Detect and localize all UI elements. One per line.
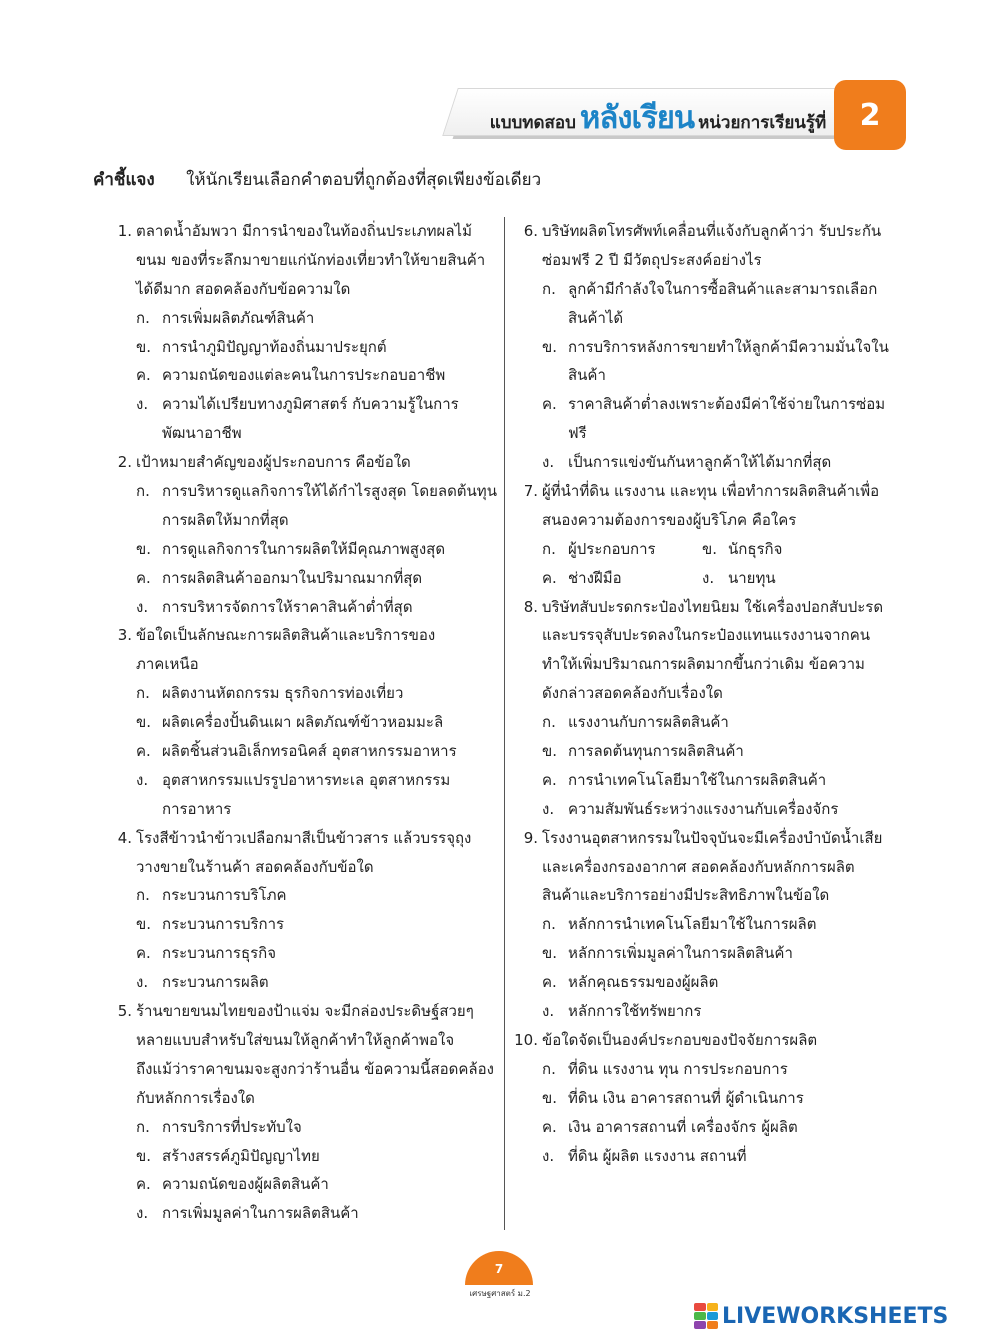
option bbox=[106, 477, 498, 506]
question-stem-continued bbox=[106, 1055, 498, 1084]
liveworksheets-logo bbox=[694, 1301, 948, 1331]
questions-left-column bbox=[106, 217, 498, 1228]
option-label: ข. bbox=[136, 713, 152, 732]
option-label: ง. bbox=[542, 799, 555, 818]
question-text: ดังกล่าวสอดคล้องกับเรื่องใด bbox=[542, 684, 723, 703]
option-text: การอาหาร bbox=[162, 799, 232, 818]
option bbox=[512, 1113, 907, 1142]
option bbox=[542, 564, 702, 593]
question-text: โรงงานอุตสาหกรรมในปัจจุบันจะมีเครื่องบำบัดน้ำเสีย bbox=[542, 828, 883, 847]
option-text: การนำเทคโนโลยีมาใช้ในการผลิตสินค้า bbox=[568, 770, 827, 789]
option-text: ความถนัดของแต่ละคนในการประกอบอาชีพ bbox=[162, 366, 446, 385]
question-text: สินค้าและบริการอย่างมีประสิทธิภาพในข้อใด bbox=[542, 886, 830, 905]
column-divider bbox=[504, 217, 505, 1230]
unit-number-badge: 2 bbox=[834, 80, 906, 150]
option-label: ข. bbox=[136, 337, 152, 356]
option-label: ค. bbox=[136, 1175, 151, 1194]
option-text: การผลิตให้มากที่สุด bbox=[162, 510, 289, 529]
option-text: การบริการหลังการขายทำให้ลูกค้ามีความมั่นใจใน bbox=[568, 337, 889, 356]
question-stem-continued bbox=[512, 650, 907, 679]
question-stem bbox=[106, 448, 498, 477]
option-text: การบริการที่ประทับใจ bbox=[162, 1117, 302, 1136]
option-text: หลักการใช้ทรัพยากร bbox=[568, 1002, 702, 1021]
question-stem bbox=[512, 217, 907, 246]
question-text: ทำให้เพิ่มปริมาณการผลิตมากขึ้นกว่าเดิม ข้อความ bbox=[542, 655, 865, 674]
question-stem bbox=[106, 217, 498, 246]
option-text: การบริหารจัดการให้ราคาสินค้าต่ำที่สุด bbox=[162, 597, 413, 616]
logo-square bbox=[707, 1303, 719, 1311]
question-number: 9. bbox=[523, 828, 538, 847]
option-label: ก. bbox=[542, 713, 556, 732]
logo-square bbox=[707, 1312, 719, 1320]
question-text: ตลาดน้ำอัมพวา มีการนำของในท้องถิ่นประเภทผลไม้ bbox=[136, 222, 472, 240]
option-text: ช่างฝีมือ bbox=[568, 568, 622, 587]
option-text: สร้างสรรค์ภูมิปัญญาไทย bbox=[162, 1146, 320, 1165]
option-label: ค. bbox=[542, 770, 557, 789]
question-text: สนองความต้องการของผู้บริโภค คือใคร bbox=[542, 510, 797, 529]
option-text: การผลิตสินค้าออกมาในปริมาณมากที่สุด bbox=[162, 568, 423, 587]
question-number: 7. bbox=[523, 482, 538, 501]
question-number: 6. bbox=[523, 222, 538, 240]
question-4 bbox=[106, 824, 498, 997]
option-indent bbox=[136, 419, 162, 448]
option bbox=[106, 564, 498, 593]
option bbox=[106, 1142, 498, 1171]
option bbox=[512, 708, 907, 737]
option-continued bbox=[512, 361, 907, 390]
option-text: การลดต้นทุนการผลิตสินค้า bbox=[568, 742, 744, 761]
option-label: ค. bbox=[542, 973, 557, 992]
option-indent bbox=[542, 304, 568, 333]
option-text: ลูกค้ามีกำลังใจในการซื้อสินค้าและสามารถเลือก bbox=[568, 279, 878, 298]
option-indent bbox=[136, 506, 162, 535]
option bbox=[512, 910, 907, 939]
option-text: การนำภูมิปัญญาท้องถิ่นมาประยุกต์ bbox=[162, 337, 387, 356]
option-text: ราคาสินค้าต่ำลงเพราะต้องมีค่าใช้จ่ายในการซ่อม bbox=[568, 395, 886, 414]
question-stem-continued bbox=[106, 1026, 498, 1055]
option bbox=[106, 361, 498, 390]
option-indent bbox=[542, 419, 568, 448]
question-stem bbox=[106, 621, 498, 650]
option bbox=[512, 997, 907, 1026]
option-label: ข. bbox=[702, 539, 718, 558]
option-label: ข. bbox=[136, 539, 152, 558]
option-text: การบริหารดูแลกิจการให้ได้กำไรสูงสุด โดยลดต้นทุน bbox=[162, 482, 497, 501]
option-label: ก. bbox=[136, 684, 150, 703]
option-text: ผลิตเครื่องปั้นดินเผา ผลิตภัณฑ์ข้าวหอมมะลิ bbox=[162, 713, 444, 732]
question-text: ผู้ที่นำที่ดิน แรงงาน และทุน เพื่อทำการผลิตสินค้าเพื่อ bbox=[542, 482, 880, 501]
question-text: ซ่อมฟรี 2 ปี มีวัตถุประสงค์อย่างไร bbox=[542, 250, 762, 269]
question-stem-continued bbox=[512, 881, 907, 910]
question-1 bbox=[106, 217, 498, 448]
questions-right-column bbox=[512, 217, 907, 1170]
question-6 bbox=[512, 217, 907, 477]
question-2 bbox=[106, 448, 498, 621]
option-text: เป็นการแข่งขันกันหาลูกค้าให้ได้มากที่สุด bbox=[568, 453, 832, 472]
option-indent bbox=[136, 795, 162, 824]
option-label: ค. bbox=[136, 568, 151, 587]
option-text: หลักการนำเทคโนโลยีมาใช้ในการผลิต bbox=[568, 915, 817, 934]
option bbox=[106, 910, 498, 939]
question-text: ขนม ของที่ระลึกมาขายแก่นักท่องเที่ยวทำให้ขายสินค้า bbox=[136, 250, 486, 269]
option-text: ผลิตงานหัตถกรรม ธุรกิจการท่องเที่ยว bbox=[162, 684, 404, 703]
option bbox=[106, 304, 498, 333]
option-label: ง. bbox=[702, 568, 715, 587]
option-text: ฟรี bbox=[568, 424, 587, 443]
question-text: โรงสีข้าวนำข้าวเปลือกมาสีเป็นข้าวสาร แล้วบรรจุถุง bbox=[136, 828, 472, 847]
question-text: ถึงแม้ว่าราคาขนมจะสูงกว่าร้านอื่น ข้อความนี้สอดคล้อง bbox=[136, 1059, 494, 1078]
option bbox=[106, 881, 498, 910]
option-label: ก. bbox=[542, 1059, 556, 1078]
question-stem bbox=[512, 1026, 907, 1055]
option-label: ก. bbox=[136, 308, 150, 327]
option-text: สินค้าได้ bbox=[568, 308, 624, 327]
option-text: กระบวนการธุรกิจ bbox=[162, 944, 277, 963]
option bbox=[106, 593, 498, 622]
option-text: เงิน อาคารสถานที่ เครื่องจักร ผู้ผลิต bbox=[568, 1117, 798, 1136]
option-text: อุตสาหกรรมแปรรูปอาหารทะเล อุตสาหกรรม bbox=[162, 770, 451, 789]
question-text: บริษัทผลิตโทรศัพท์เคลื่อนที่แจ้งกับลูกค้าว่า รับประกัน bbox=[542, 222, 882, 240]
question-text: บริษัทสับปะรดกระป๋องไทยนิยม ใช้เครื่องปอกสับปะรด bbox=[542, 597, 884, 616]
option-label: ก. bbox=[542, 915, 556, 934]
question-text: กับหลักการเรื่องใด bbox=[136, 1088, 255, 1107]
option-continued bbox=[512, 304, 907, 333]
question-text: ข้อใดเป็นลักษณะการผลิตสินค้าและบริการของ bbox=[136, 626, 436, 645]
option-label: ง. bbox=[542, 1002, 555, 1021]
option-label: ง. bbox=[542, 453, 555, 472]
question-5 bbox=[106, 997, 498, 1228]
option bbox=[512, 1055, 907, 1084]
instructions-text: ให้นักเรียนเลือกคำตอบที่ถูกต้องที่สุดเพียงข้อเดียว bbox=[186, 170, 542, 190]
option bbox=[106, 535, 498, 564]
instructions bbox=[93, 166, 541, 193]
option bbox=[512, 737, 907, 766]
option-label: ง. bbox=[136, 973, 149, 992]
question-stem-continued bbox=[512, 679, 907, 708]
option-text: ผู้ประกอบการ bbox=[568, 539, 656, 558]
option-label: ค. bbox=[542, 1117, 557, 1136]
option-label: ข. bbox=[136, 915, 152, 934]
option-label: ข. bbox=[542, 337, 558, 356]
option-label: ก. bbox=[136, 1117, 150, 1136]
question-text: ข้อใดจัดเป็นองค์ประกอบของปัจจัยการผลิต bbox=[542, 1030, 818, 1049]
question-text: และเครื่องกรองอากาศ สอดคล้องกับหลักการผลิต bbox=[542, 857, 855, 876]
option-text: นักธุรกิจ bbox=[728, 539, 783, 558]
option-text: ที่ดิน เงิน อาคารสถานที่ ผู้ดำเนินการ bbox=[568, 1088, 804, 1107]
option-label: ก. bbox=[136, 482, 150, 501]
option-text: ความถนัดของผู้ผลิตสินค้า bbox=[162, 1175, 329, 1194]
option-indent bbox=[542, 361, 568, 390]
option-label: ข. bbox=[542, 742, 558, 761]
logo-square bbox=[694, 1321, 706, 1329]
liveworksheets-brand: LIVEWORKSHEETS bbox=[722, 1303, 949, 1329]
option-text: กระบวนการบริโภค bbox=[162, 886, 287, 905]
option bbox=[512, 1084, 907, 1113]
option-pair bbox=[512, 535, 907, 564]
option-text: นายทุน bbox=[728, 568, 776, 587]
question-number: 8. bbox=[523, 597, 538, 616]
option-label: ค. bbox=[136, 944, 151, 963]
option bbox=[512, 448, 907, 477]
option-pair bbox=[512, 564, 907, 593]
option bbox=[106, 1113, 498, 1142]
question-stem bbox=[512, 824, 907, 853]
question-8 bbox=[512, 593, 907, 824]
question-number: 3. bbox=[117, 626, 132, 645]
question-stem-continued bbox=[512, 621, 907, 650]
question-3 bbox=[106, 621, 498, 823]
question-number: 2. bbox=[117, 453, 132, 472]
option bbox=[106, 333, 498, 362]
question-9 bbox=[512, 824, 907, 1026]
option-label: ข. bbox=[542, 944, 558, 963]
option-text: หลักคุณธรรมของผู้ผลิต bbox=[568, 973, 719, 992]
question-stem bbox=[512, 593, 907, 622]
option-text: การเพิ่มมูลค่าในการผลิตสินค้า bbox=[162, 1204, 359, 1223]
option-label: ก. bbox=[136, 886, 150, 905]
option-continued bbox=[106, 419, 498, 448]
question-number: 10. bbox=[514, 1030, 538, 1049]
option bbox=[106, 679, 498, 708]
option bbox=[512, 390, 907, 419]
question-number: 5. bbox=[117, 1002, 132, 1021]
option bbox=[702, 564, 862, 593]
question-stem-continued bbox=[106, 1084, 498, 1113]
option-text: พัฒนาอาชีพ bbox=[162, 424, 242, 443]
question-stem bbox=[106, 824, 498, 853]
option-label: ก. bbox=[542, 539, 556, 558]
question-stem-continued bbox=[106, 246, 498, 275]
option-label: ง. bbox=[136, 1204, 149, 1223]
option-continued bbox=[106, 795, 498, 824]
option-label: ข. bbox=[136, 1146, 152, 1165]
option bbox=[106, 390, 498, 419]
option-text: ความสัมพันธ์ระหว่างแรงงานกับเครื่องจักร bbox=[568, 799, 839, 818]
question-7 bbox=[512, 477, 907, 593]
logo-square bbox=[694, 1312, 706, 1320]
option bbox=[106, 708, 498, 737]
liveworksheets-icon bbox=[694, 1303, 718, 1329]
option bbox=[512, 1142, 907, 1171]
question-text: ได้ดีมาก สอดคล้องกับข้อความใด bbox=[136, 279, 351, 298]
option bbox=[106, 968, 498, 997]
option bbox=[512, 968, 907, 997]
banner-highlight: หลังเรียน bbox=[579, 100, 695, 136]
option-text: ที่ดิน แรงงาน ทุน การประกอบการ bbox=[568, 1059, 788, 1078]
question-10 bbox=[512, 1026, 907, 1170]
option-continued bbox=[512, 419, 907, 448]
footer-subject: เศรษฐศาสตร์ ม.2 bbox=[469, 1289, 531, 1298]
option-label: ข. bbox=[542, 1088, 558, 1107]
question-stem-continued bbox=[106, 853, 498, 882]
option-text: แรงงานกับการผลิตสินค้า bbox=[568, 713, 729, 732]
question-stem-continued bbox=[106, 650, 498, 679]
question-text: เป้าหมายสำคัญของผู้ประกอบการ คือข้อใด bbox=[136, 453, 411, 472]
option bbox=[106, 737, 498, 766]
option-text: กระบวนการผลิต bbox=[162, 973, 269, 992]
option-text: การเพิ่มผลิตภัณฑ์สินค้า bbox=[162, 308, 315, 327]
question-stem-continued bbox=[512, 506, 907, 535]
option-label: ค. bbox=[542, 395, 557, 414]
banner-prefix: แบบทดสอบ bbox=[489, 113, 576, 133]
option-text: กระบวนการบริการ bbox=[162, 915, 285, 934]
option bbox=[512, 939, 907, 968]
question-number: 1. bbox=[117, 222, 132, 240]
option-text: การดูแลกิจการในการผลิตให้มีคุณภาพสูงสุด bbox=[162, 539, 446, 558]
option-label: ง. bbox=[136, 770, 149, 789]
logo-square bbox=[707, 1321, 719, 1329]
question-text: และบรรจุสับปะรดลงในกระป๋องแทนแรงงานจากคน bbox=[542, 626, 870, 645]
option-label: ง. bbox=[136, 395, 149, 414]
question-text: วางขายในร้านค้า สอดคล้องกับข้อใด bbox=[136, 857, 374, 876]
option-text: ผลิตชิ้นส่วนอิเล็กทรอนิคส์ อุตสาหกรรมอาหาร bbox=[162, 742, 457, 761]
banner-title bbox=[478, 88, 838, 136]
banner-suffix: หน่วยการเรียนรู้ที่ bbox=[698, 113, 827, 133]
option-continued bbox=[106, 506, 498, 535]
instructions-label: คำชี้แจง bbox=[93, 170, 155, 190]
option bbox=[106, 766, 498, 795]
question-text: ร้านขายขนมไทยของป้าแจ่ม จะมีกล่องประดิษฐ์สวยๆ bbox=[136, 1002, 474, 1021]
option bbox=[702, 535, 862, 564]
option-label: ง. bbox=[542, 1146, 555, 1165]
option bbox=[512, 275, 907, 304]
question-stem-continued bbox=[512, 246, 907, 275]
question-text: ภาคเหนือ bbox=[136, 655, 199, 674]
option bbox=[512, 795, 907, 824]
logo-square bbox=[694, 1303, 706, 1311]
option-text: หลักการเพิ่มมูลค่าในการผลิตสินค้า bbox=[568, 944, 793, 963]
option-text: ความได้เปรียบทางภูมิศาสตร์ กับความรู้ในการ bbox=[162, 395, 459, 414]
page-number: 7 bbox=[494, 1262, 504, 1276]
question-number: 4. bbox=[117, 828, 132, 847]
question-stem bbox=[106, 997, 498, 1026]
option bbox=[512, 333, 907, 362]
option bbox=[106, 1170, 498, 1199]
option-text: ที่ดิน ผู้ผลิต แรงงาน สถานที่ bbox=[568, 1146, 747, 1165]
question-stem-continued bbox=[106, 275, 498, 304]
option-label: ก. bbox=[542, 279, 556, 298]
option-label: ค. bbox=[542, 568, 557, 587]
question-stem bbox=[512, 477, 907, 506]
question-stem-continued bbox=[512, 853, 907, 882]
option bbox=[512, 766, 907, 795]
question-text: หลายแบบสำหรับใส่ขนมให้ลูกค้าทำให้ลูกค้าพอใจ bbox=[136, 1030, 455, 1049]
option bbox=[542, 535, 702, 564]
option-label: ค. bbox=[136, 742, 151, 761]
option-label: ง. bbox=[136, 597, 149, 616]
option bbox=[106, 939, 498, 968]
option bbox=[106, 1199, 498, 1228]
option-text: สินค้า bbox=[568, 366, 606, 385]
option-label: ค. bbox=[136, 366, 151, 385]
